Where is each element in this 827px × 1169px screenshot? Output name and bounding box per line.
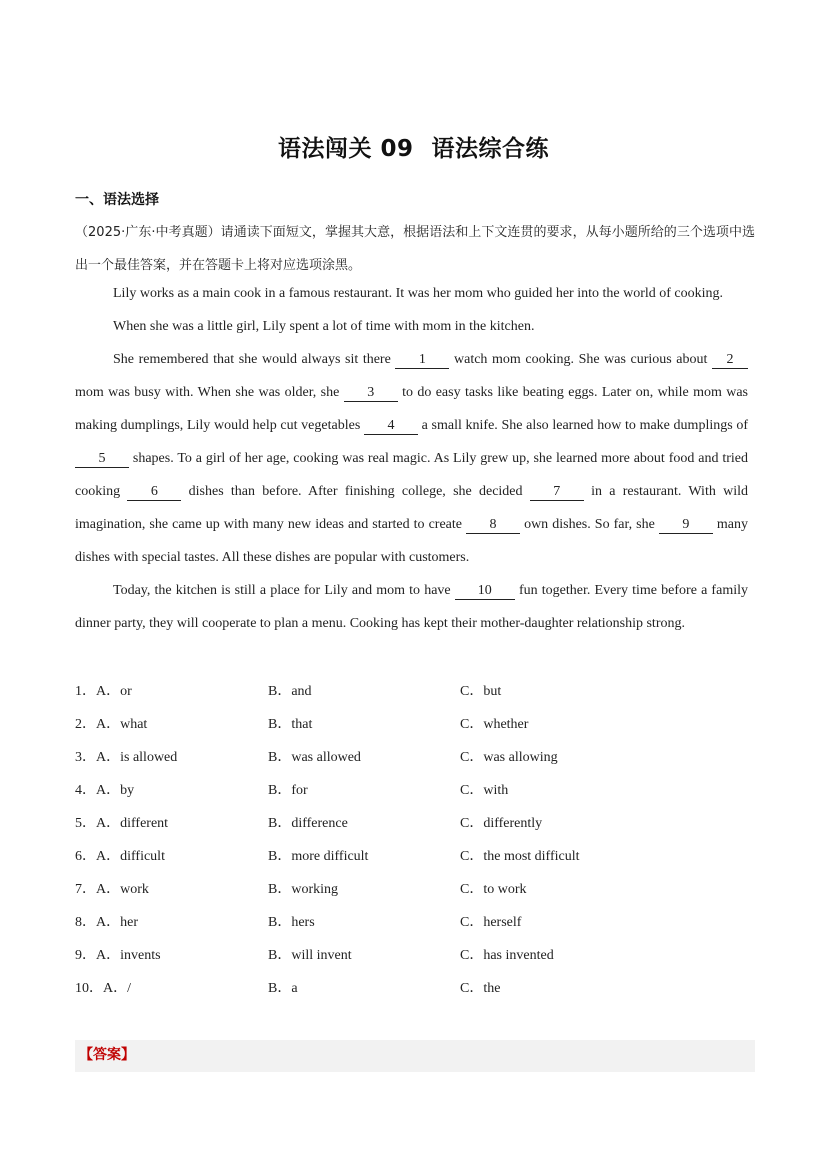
option-a [75,873,149,906]
passage-text: a small knife. She also learned how to make dumplings of [417,418,749,433]
option-c: C．has invented [460,948,554,963]
title-part1: 语法闯关 09 [277,136,414,162]
passage-paragraph-1: Lily works as a main cook in a famous restaurant. It was her mom who guided her into the world of cooking. [113,286,724,301]
option-a [75,708,147,741]
passage-text: in a restaurant. With wild imagination, she came up with many new ideas and started to create [75,484,748,532]
option-b: B．difference [268,816,348,831]
answer-label: 【答案】 [79,1047,135,1063]
option-a-text: A．different [96,816,169,831]
option-a-text: A．invents [96,948,161,963]
passage-text: to do easy tasks like beating eggs. Later on, while mom was making dumplings, Lily would help cut vegetables [75,385,748,433]
passage-text: many dishes with special tastes. All these dishes are popular with customers. [75,517,748,565]
option-a [75,741,177,774]
option-a [75,972,131,1005]
option-a [75,906,138,939]
option-a-text: A．/ [103,981,131,996]
option-a [75,774,134,807]
question-number: 3． [75,750,96,765]
option-a-text: A．is allowed [96,750,178,765]
option-row [75,906,755,939]
passage [75,277,748,640]
option-a [75,807,168,840]
option-b: B．more difficult [268,849,369,864]
option-row [75,741,755,774]
option-row [75,675,755,708]
passage-text: fun together. Every time before a family dinner party, they will cooperate to plan a menu. Cooking has kept their mother-daughter relationship strong. [75,583,748,631]
option-c: C．herself [460,915,522,930]
option-a-text: A．what [96,717,148,732]
question-number: 9． [75,948,96,963]
blank-1: 1 [395,352,449,369]
option-b: B．was allowed [268,750,361,765]
option-c: C．but [460,684,502,699]
option-c: C．differently [460,816,543,831]
option-row [75,873,755,906]
options-list [75,675,755,1005]
option-a-text: A．work [96,882,149,897]
option-row [75,807,755,840]
option-c: C．with [460,783,509,798]
blank-6: 6 [127,484,181,501]
passage-text: Today, the kitchen is still a place for Lily and mom to have [113,583,455,598]
blank-2: 2 [712,352,748,369]
option-a-text: A．by [96,783,135,798]
option-row [75,939,755,972]
passage-paragraph-3 [75,343,748,574]
option-a-text: A．her [96,915,138,930]
option-b: B．that [268,717,313,732]
option-a-text: A．or [96,684,132,699]
page-title [0,130,827,163]
question-number: 10． [75,981,103,996]
option-b: B．a [268,981,298,996]
blank-7: 7 [530,484,584,501]
passage-text: She remembered that she would always sit there [113,352,396,367]
blank-10: 10 [455,583,515,600]
question-number: 1． [75,684,96,699]
option-b: B．hers [268,915,315,930]
passage-text: watch mom cooking. She was curious about [449,352,713,367]
section-heading: 一、语法选择 [75,192,159,208]
instructions: （2025·广东·中考真题）请通读下面短文，掌握其大意，根据语法和上下文连贯的要求，从每小题所给的三个选项中选出一个最佳答案，并在答题卡上将对应选项涂黑。 [75,225,755,273]
passage-paragraph-4 [75,574,748,640]
question-number: 7． [75,882,96,897]
option-a-text: A．difficult [96,849,165,864]
passage-paragraph-2: When she was a little girl, Lily spent a lot of time with mom in the kitchen. [113,319,535,334]
answer-box [75,1040,755,1072]
option-b: B．for [268,783,308,798]
blank-5: 5 [75,451,129,468]
option-c: C．the most difficult [460,849,580,864]
blank-4: 4 [364,418,418,435]
question-number: 5． [75,816,96,831]
question-number: 2． [75,717,96,732]
option-row [75,774,755,807]
option-c: C．whether [460,717,529,732]
option-row [75,972,755,1005]
title-part2: 语法综合练 [431,136,549,162]
passage-text: own dishes. So far, she [520,517,659,532]
option-a [75,840,165,873]
blank-8: 8 [466,517,520,534]
option-row [75,840,755,873]
option-b: B．and [268,684,312,699]
option-b: B．will invent [268,948,352,963]
passage-text: shapes. To a girl of her age, cooking was real magic. As Lily grew up, she learned more about food and tried cooking [75,451,748,499]
question-number: 4． [75,783,96,798]
option-a [75,939,161,972]
question-number: 6． [75,849,96,864]
option-c: C．the [460,981,501,996]
passage-text: mom was busy with. When she was older, she [75,385,344,400]
option-a [75,675,132,708]
option-row [75,708,755,741]
question-number: 8． [75,915,96,930]
passage-text: dishes than before. After finishing college, she decided [181,484,530,499]
option-b: B．working [268,882,338,897]
option-c: C．to work [460,882,527,897]
blank-3: 3 [344,385,398,402]
option-c: C．was allowing [460,750,558,765]
blank-9: 9 [659,517,713,534]
